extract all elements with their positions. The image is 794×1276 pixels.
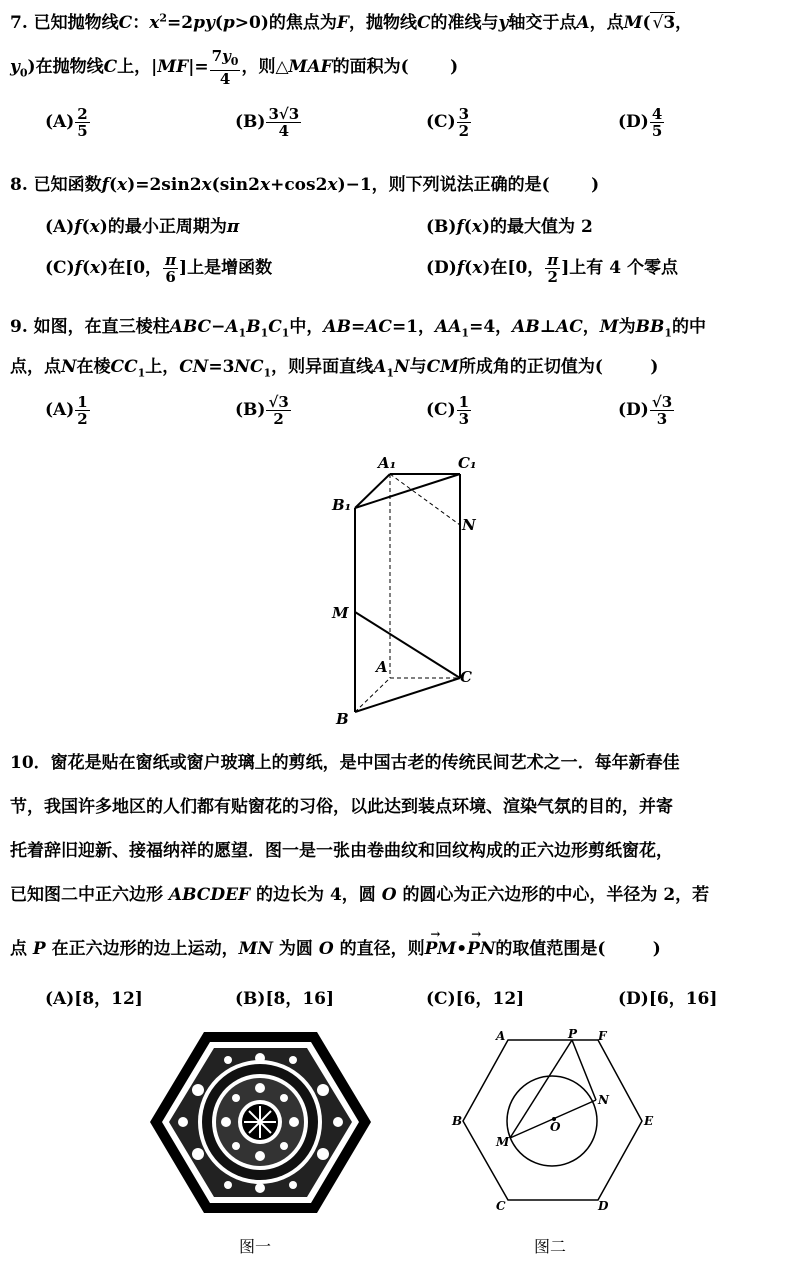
prism-figure (320, 450, 490, 730)
label-M: M (332, 604, 349, 622)
hex-label-F: F (598, 1029, 607, 1043)
q10-option-d[interactable]: (D)[6，16] (618, 989, 718, 1009)
q9-stem-line1: 9. 如图，在直三棱柱$ABC-A_1B_1C_1$中，AB=AC=1，$AA_1=4$，AB⊥AC，M为$BB_1$的中 (10, 317, 707, 340)
q9-option-c[interactable]: (C) $\frac{1}{3}$ (426, 393, 470, 428)
q10-stem-line1: 10．窗花是贴在窗纸或窗户玻璃上的剪纸，是中国古老的传统民间艺术之一．每年新春佳 (10, 753, 680, 773)
q10-stem-line5: 点 P 在正六边形的边上运动，MN 为圆 O 的直径，则→ PM•→ PN的取值范围是( ) (10, 934, 661, 959)
label-B1: B₁ (332, 496, 352, 514)
hex-label-D: D (598, 1199, 609, 1213)
q9-option-b[interactable]: (B) $\frac{√3}{2}$ (235, 393, 289, 428)
figure2-caption: 图二 (534, 1237, 567, 1256)
q7-option-a[interactable]: (A) $\frac{2}{5}$ (45, 105, 88, 140)
q10-option-c[interactable]: (C)[6，12] (426, 989, 525, 1009)
hex-label-C: C (496, 1199, 506, 1213)
q8-option-b[interactable]: (B)f(x)的最大值为 2 (426, 217, 593, 237)
hexagon-circle-figure (450, 1027, 660, 1215)
q7-stem-line2: $y_0$)在抛物线C上，|MF|= $\frac{7y_0}{4}$ ，则△MAF的面积为( ) (10, 47, 459, 88)
hex-label-B: B (452, 1114, 463, 1128)
q8-option-c[interactable]: (C)f(x)在[0， $\frac{\pi}{6}$ ]上是增函数 (45, 251, 273, 286)
label-A1: A₁ (378, 454, 397, 472)
q10-option-b[interactable]: (B)[8，16] (235, 989, 335, 1009)
label-A: A (376, 658, 388, 676)
hex-label-P: P (568, 1027, 578, 1041)
q7-option-d[interactable]: (D) $\frac{4}{5}$ (618, 105, 663, 140)
q8-option-a[interactable]: (A)f(x)的最小正周期为π (45, 217, 240, 237)
q10-option-a[interactable]: (A)[8，12] (45, 989, 143, 1009)
hex-label-N: N (598, 1093, 609, 1107)
q7-option-c[interactable]: (C) $\frac{3}{2}$ (426, 105, 470, 140)
hex-label-E: E (644, 1114, 654, 1128)
q10-stem-line2: 节，我国许多地区的人们都有贴窗花的习俗，以此达到装点环境、渲染气氛的目的，并寄 (10, 797, 673, 817)
q7-stem-line1: 7. 已知抛物线C：$x^2=2py(p>0)$的焦点为F，抛物线C的准线与y轴交于点A，点M(√ 3， (10, 8, 692, 33)
q7-option-b[interactable]: (B) $\frac{3√3}{4}$ (235, 105, 300, 140)
q10-stem-line4: 已知图二中正六边形 ABCDEF 的边长为 4，圆 O 的圆心为正六边形的中心，半径为 2，若 (10, 885, 710, 905)
label-C1: C₁ (458, 454, 477, 472)
label-N: N (462, 516, 476, 534)
q9-option-d[interactable]: (D) $\frac{√3}{3}$ (618, 393, 673, 428)
hex-label-A: A (496, 1029, 506, 1043)
figure1-caption: 图一 (239, 1237, 272, 1256)
q10-stem-line3: 托着辞旧迎新、接福纳祥的愿望．图一是一张由卷曲纹和回纹构成的正六边形剪纸窗花， (10, 841, 673, 861)
hex-label-O: O (550, 1120, 561, 1134)
q8-stem: 8. 已知函数f(x)=2sin2x(sin2x+cos2x)−1，则下列说法正确的是( ) (10, 175, 600, 195)
q9-option-a[interactable]: (A) $\frac{1}{2}$ (45, 393, 88, 428)
label-C: C (460, 668, 472, 686)
q9-stem-line2: 点，点N在棱$CC_1$上，$CN=3NC_1$，则异面直线$A_1N$与CM所成角的正切值为( ) (10, 357, 659, 380)
q8-option-d[interactable]: (D)f(x)在[0， $\frac{\pi}{2}$ ]上有 4 个零点 (426, 251, 678, 286)
hex-label-M: M (496, 1135, 510, 1149)
paper-cut-hexagon-figure (148, 1030, 373, 1215)
label-B: B (336, 710, 349, 728)
